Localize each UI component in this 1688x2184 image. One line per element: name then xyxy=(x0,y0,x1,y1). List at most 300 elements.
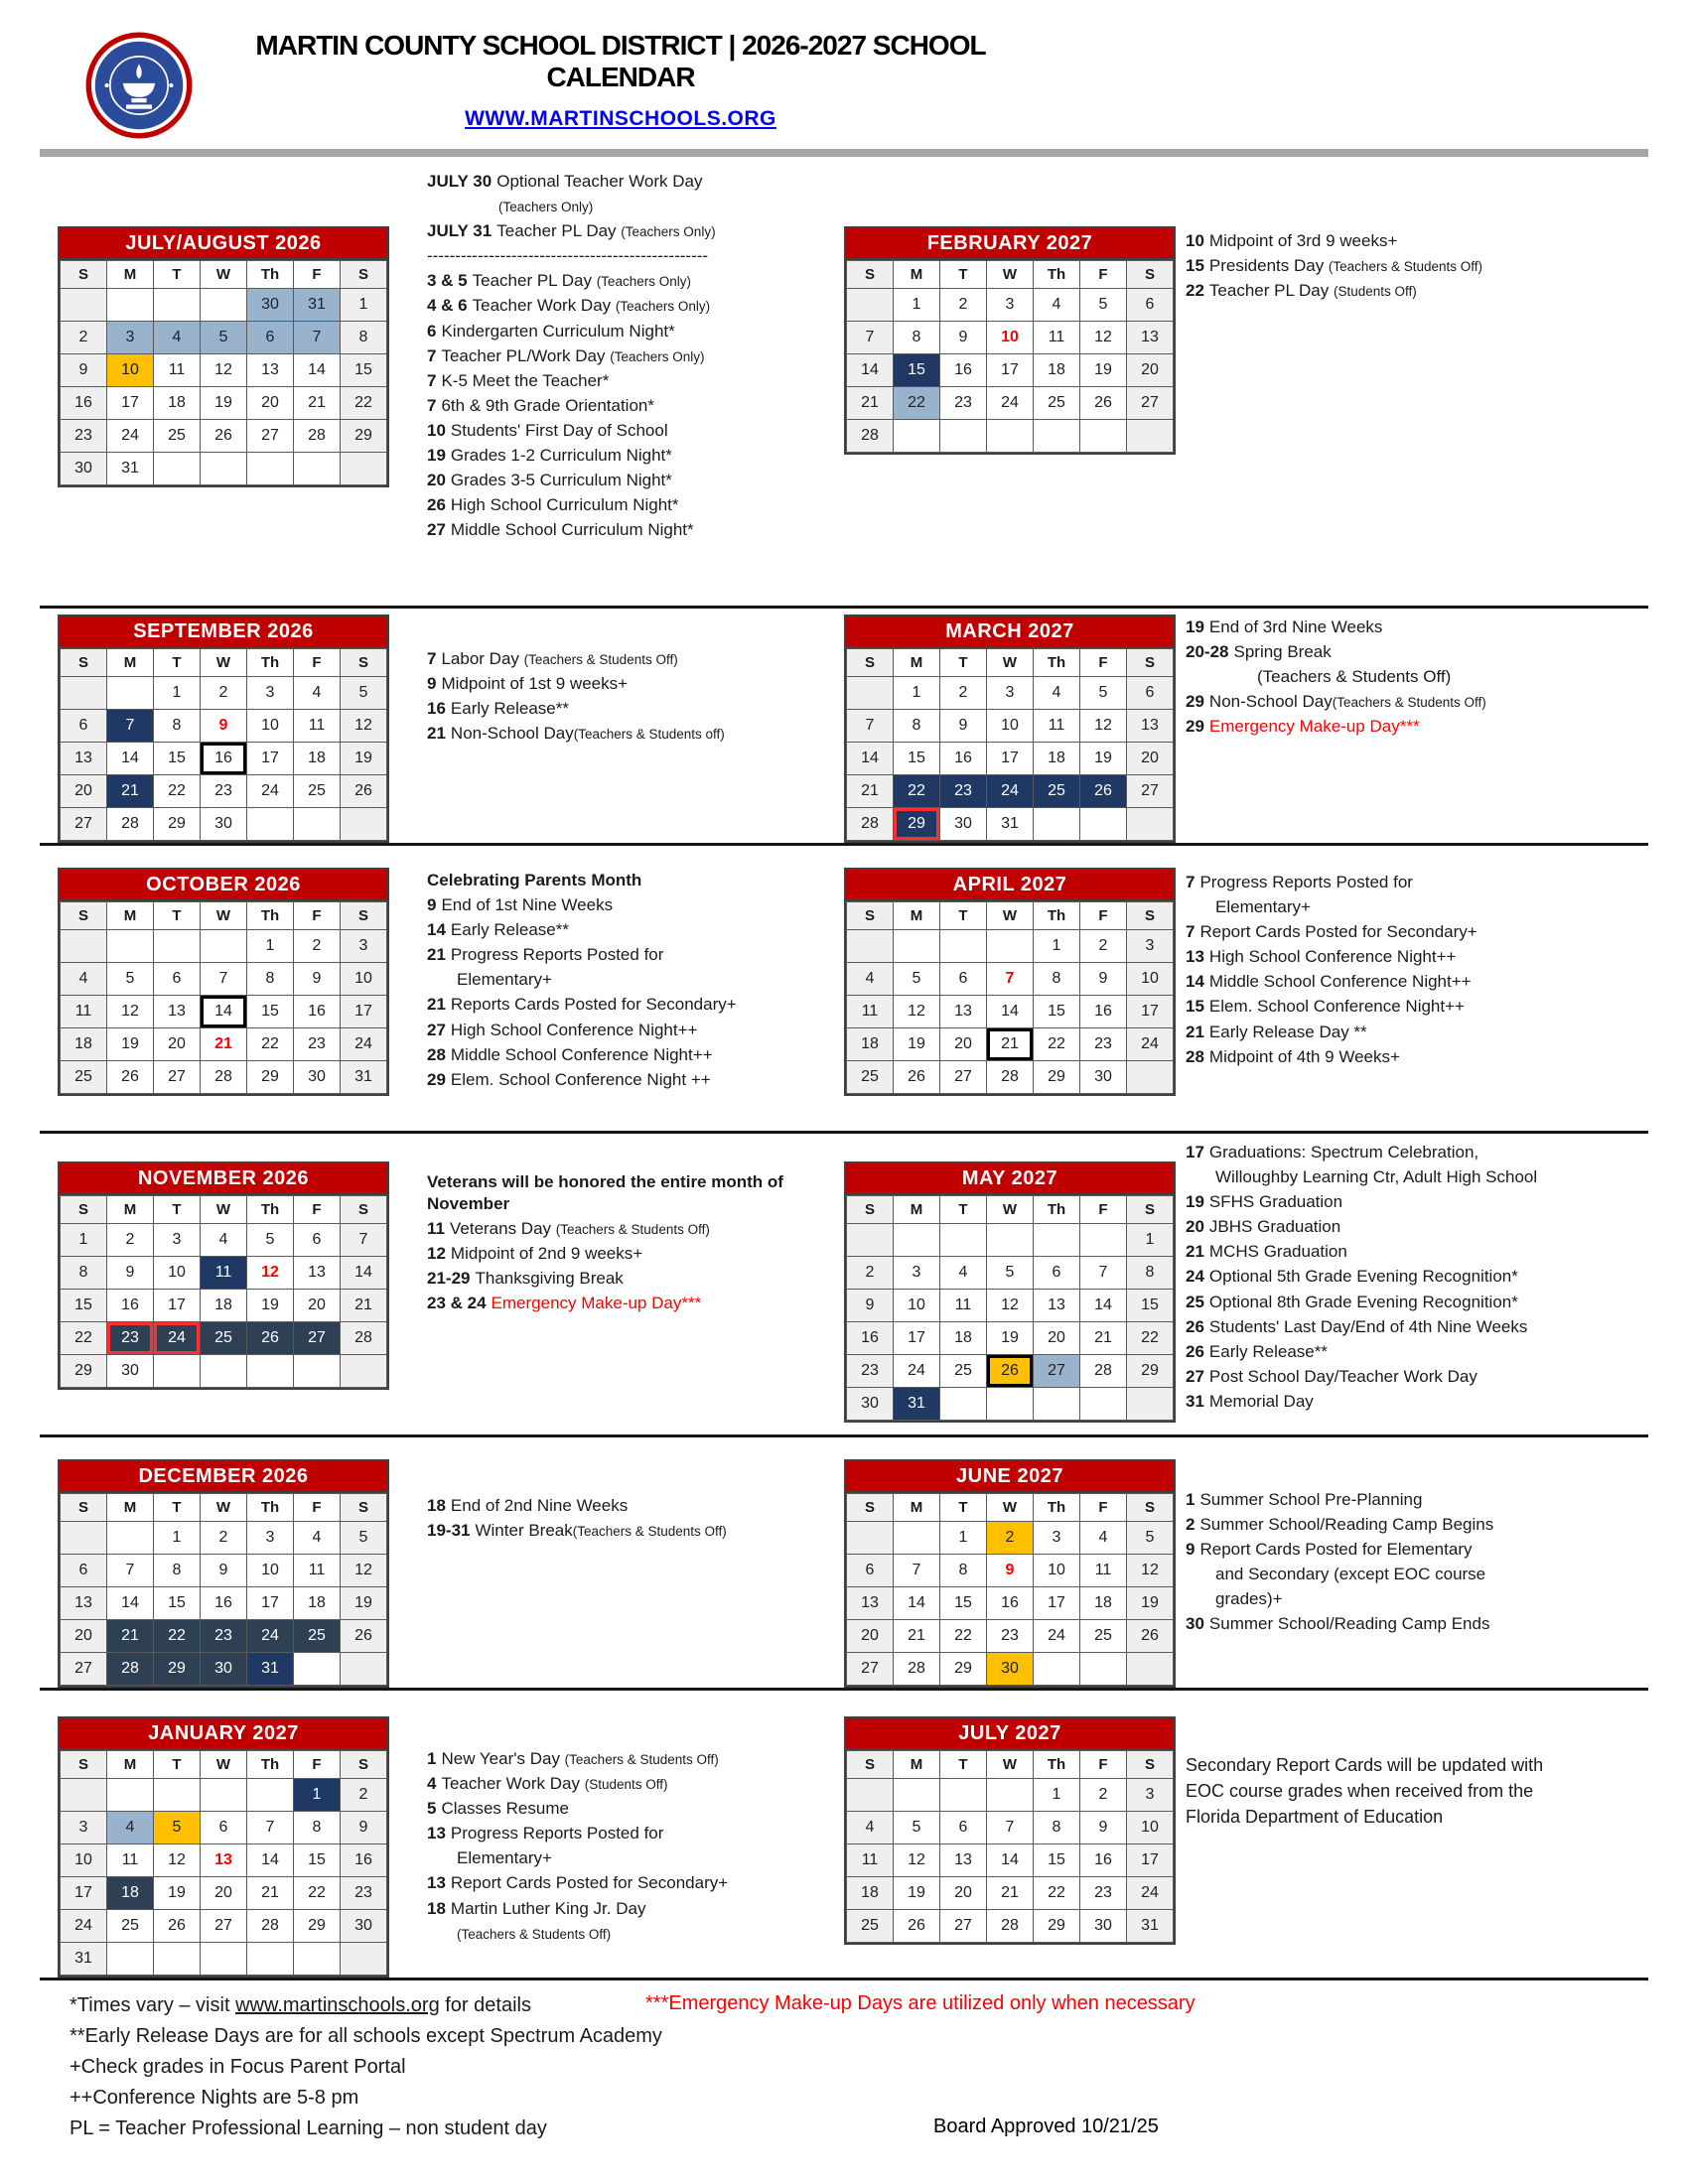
day-cell xyxy=(940,1779,987,1812)
day-cell xyxy=(154,1355,201,1388)
weekday-header: W xyxy=(201,1494,247,1522)
note-red-text: Emergency Make-up Day*** xyxy=(1208,717,1420,737)
month-notes-apr-2027 xyxy=(1172,872,1646,1071)
day-cell xyxy=(1127,1653,1174,1686)
day-cell xyxy=(847,1779,894,1812)
day-cell: 26 xyxy=(894,1061,940,1094)
note-line xyxy=(1186,1292,1642,1313)
month-notes-nov-2026 xyxy=(385,1171,844,1318)
day-cell: 13 xyxy=(1127,710,1174,743)
note-text: 7 xyxy=(427,649,437,668)
day-cell xyxy=(294,1653,341,1686)
weekday-row xyxy=(847,1196,1174,1224)
weekday-header: W xyxy=(987,1751,1034,1779)
note-text: (Teachers & Students Off) xyxy=(1257,667,1452,687)
weekday-header: F xyxy=(294,649,341,677)
note-line xyxy=(1186,946,1642,968)
month-calendar-jun-2027 xyxy=(844,1459,1176,1688)
week-row xyxy=(847,1910,1174,1943)
day-cell xyxy=(1080,420,1127,453)
day-cell: 19 xyxy=(341,1587,387,1620)
month-notes-mar-2027 xyxy=(1172,616,1646,741)
day-cell: 17 xyxy=(61,1877,107,1910)
day-cell: 11 xyxy=(1034,322,1080,354)
day-cell: 10 xyxy=(61,1844,107,1877)
note-line xyxy=(427,969,836,991)
weekday-header: T xyxy=(154,1751,201,1779)
day-cell: 7 xyxy=(247,1812,294,1844)
day-cell: 15 xyxy=(154,743,201,775)
day-cell: 28 xyxy=(107,808,154,841)
note-text: 27 xyxy=(427,1020,446,1039)
weekday-header: Th xyxy=(247,1751,294,1779)
day-cell: 18 xyxy=(107,1877,154,1910)
note-text: (Teachers & Students Off) xyxy=(523,652,678,667)
day-cell: 9 xyxy=(107,1257,154,1290)
day-cell: 16 xyxy=(847,1322,894,1355)
day-cell: 2 xyxy=(201,677,247,710)
day-cell: 12 xyxy=(341,710,387,743)
day-cell: 19 xyxy=(107,1028,154,1061)
month-title: SEPTEMBER 2026 xyxy=(60,616,387,648)
note-text: 21 xyxy=(427,945,446,965)
day-cell: 1 xyxy=(154,1522,201,1555)
day-cell: 3 xyxy=(107,322,154,354)
day-cell: 2 xyxy=(1080,1779,1127,1812)
note-text: (Teachers & Students Off) xyxy=(1328,259,1482,275)
note-text: 3 & 5 xyxy=(427,271,468,291)
note-line xyxy=(1186,1142,1642,1163)
day-cell: 10 xyxy=(987,710,1034,743)
day-cell xyxy=(1034,1388,1080,1421)
day-cell: 14 xyxy=(294,354,341,387)
day-cell: 20 xyxy=(940,1877,987,1910)
day-cell: 4 xyxy=(940,1257,987,1290)
day-cell xyxy=(1127,808,1174,841)
note-text: High School Conference Night++ xyxy=(1208,947,1457,967)
weekday-header: M xyxy=(107,1196,154,1224)
day-cell: 9 xyxy=(940,710,987,743)
day-cell: 21 xyxy=(294,387,341,420)
day-cell: 22 xyxy=(1034,1028,1080,1061)
day-cell: 21 xyxy=(201,1028,247,1061)
week-row xyxy=(61,1620,387,1653)
note-text: 10 xyxy=(427,420,446,440)
day-cell: 9 xyxy=(1080,1812,1127,1844)
footnote-text: **Early Release Days are for all schools except Spectrum Academy xyxy=(70,2025,662,2047)
note-text: 21 xyxy=(427,995,446,1015)
weekday-header: F xyxy=(294,902,341,930)
day-cell: 19 xyxy=(987,1322,1034,1355)
weekday-header: S xyxy=(341,261,387,289)
day-cell: 29 xyxy=(1127,1355,1174,1388)
day-cell: 12 xyxy=(247,1257,294,1290)
note-text: Teacher Work Day xyxy=(441,1774,585,1794)
note-red-text: Emergency Make-up Day*** xyxy=(491,1294,702,1313)
day-cell xyxy=(107,1522,154,1555)
day-cell: 19 xyxy=(1127,1587,1174,1620)
day-cell: 14 xyxy=(1080,1290,1127,1322)
day-cell: 29 xyxy=(61,1355,107,1388)
weekday-row xyxy=(847,261,1174,289)
month-grid xyxy=(846,648,1174,841)
week-row xyxy=(847,1388,1174,1421)
day-cell: 14 xyxy=(847,743,894,775)
day-cell: 4 xyxy=(847,1812,894,1844)
day-cell: 5 xyxy=(341,1522,387,1555)
note-text: Students' Last Day/End of 4th Nine Weeks xyxy=(1208,1316,1528,1336)
day-cell: 5 xyxy=(1080,289,1127,322)
weekday-header: F xyxy=(1080,1751,1127,1779)
day-cell: 10 xyxy=(154,1257,201,1290)
day-cell: 26 xyxy=(154,1910,201,1943)
day-cell: 7 xyxy=(847,322,894,354)
day-cell: 3 xyxy=(987,289,1034,322)
note-line xyxy=(427,370,836,392)
note-text: 15 xyxy=(1186,997,1204,1017)
day-cell: 20 xyxy=(247,387,294,420)
day-cell xyxy=(1034,808,1080,841)
note-text: Progress Reports Posted for xyxy=(450,945,664,965)
day-cell xyxy=(247,808,294,841)
day-cell: 30 xyxy=(294,1061,341,1094)
note-text: Progress Reports Posted for xyxy=(450,1824,664,1843)
note-line xyxy=(427,445,836,467)
note-text: Veterans Day xyxy=(449,1219,556,1239)
note-text: grades)+ xyxy=(1215,1589,1283,1609)
note-text: (Teachers Only) xyxy=(498,200,594,215)
day-cell: 19 xyxy=(154,1877,201,1910)
day-cell: 22 xyxy=(1127,1322,1174,1355)
week-row xyxy=(61,1061,387,1094)
note-text: 19 xyxy=(1186,617,1204,636)
note-text: 25 xyxy=(1186,1292,1204,1311)
week-row xyxy=(61,322,387,354)
footnote-text: +Check grades in Focus Parent Portal xyxy=(70,2056,406,2078)
note-text: 26 xyxy=(1186,1341,1204,1361)
day-cell: 22 xyxy=(154,775,201,808)
day-cell: 6 xyxy=(847,1555,894,1587)
month-grid xyxy=(60,1195,387,1388)
note-line xyxy=(1186,1564,1642,1585)
day-cell xyxy=(107,1779,154,1812)
day-cell: 15 xyxy=(154,1587,201,1620)
day-cell: 26 xyxy=(341,1620,387,1653)
note-text: Middle School Curriculum Night* xyxy=(450,520,694,540)
day-cell: 6 xyxy=(247,322,294,354)
month-calendar-may-2027 xyxy=(844,1161,1176,1423)
day-cell: 25 xyxy=(847,1910,894,1943)
note-text: 21 xyxy=(1186,1022,1204,1041)
note-text: Midpoint of 3rd 9 weeks+ xyxy=(1208,231,1398,250)
weekday-header: F xyxy=(1080,1196,1127,1224)
month-title: MARCH 2027 xyxy=(846,616,1174,648)
day-cell xyxy=(894,930,940,963)
day-cell xyxy=(154,289,201,322)
note-text: 20 xyxy=(1186,1217,1204,1237)
title-block xyxy=(189,30,1053,131)
weekday-header: F xyxy=(1080,1494,1127,1522)
week-row xyxy=(847,963,1174,996)
day-cell: 22 xyxy=(294,1877,341,1910)
note-text: (Teachers & Students Off) xyxy=(564,1752,719,1767)
header-divider xyxy=(40,149,1648,157)
day-cell: 22 xyxy=(247,1028,294,1061)
footnote-line xyxy=(70,2021,1648,2052)
day-cell: 29 xyxy=(1034,1061,1080,1094)
day-cell: 10 xyxy=(247,1555,294,1587)
day-cell: 10 xyxy=(1034,1555,1080,1587)
week-row xyxy=(847,387,1174,420)
month-grid xyxy=(846,901,1174,1094)
day-cell xyxy=(987,1224,1034,1257)
note-text: 29 xyxy=(427,1069,446,1089)
note-text: Midpoint of 4th 9 Weeks+ xyxy=(1208,1046,1400,1066)
day-cell: 29 xyxy=(154,808,201,841)
note-line xyxy=(1186,996,1642,1018)
website-link[interactable]: WWW.MARTINSCHOOLS.ORG xyxy=(465,107,776,130)
note-text: 12 xyxy=(427,1244,446,1264)
note-text: 28 xyxy=(427,1044,446,1064)
week-row xyxy=(61,354,387,387)
note-text: Optional 5th Grade Evening Recognition* xyxy=(1208,1267,1518,1287)
day-cell: 17 xyxy=(107,387,154,420)
month-grid xyxy=(846,260,1174,453)
day-cell: 26 xyxy=(247,1322,294,1355)
note-line xyxy=(427,1872,836,1894)
day-cell: 2 xyxy=(61,322,107,354)
week-row xyxy=(61,1587,387,1620)
weekday-header: S xyxy=(847,649,894,677)
day-cell: 21 xyxy=(341,1290,387,1322)
day-cell xyxy=(1127,1388,1174,1421)
day-cell: 6 xyxy=(294,1224,341,1257)
week-row xyxy=(847,1620,1174,1653)
footer-link[interactable]: www.martinschools.org xyxy=(235,1994,440,2016)
day-cell: 8 xyxy=(1034,963,1080,996)
month-title: JUNE 2027 xyxy=(846,1461,1174,1493)
weekday-header: F xyxy=(294,1196,341,1224)
note-line xyxy=(427,345,836,367)
weekday-header: T xyxy=(940,1494,987,1522)
day-cell: 8 xyxy=(154,710,201,743)
footnote-line xyxy=(70,2114,1648,2144)
note-text: SFHS Graduation xyxy=(1208,1192,1343,1212)
day-cell: 7 xyxy=(1080,1257,1127,1290)
note-text: 14 xyxy=(427,920,446,940)
day-cell xyxy=(341,1653,387,1686)
note-line xyxy=(1186,1613,1642,1635)
day-cell: 8 xyxy=(940,1555,987,1587)
day-cell: 23 xyxy=(847,1355,894,1388)
day-cell: 7 xyxy=(341,1224,387,1257)
weekday-header: T xyxy=(154,261,201,289)
weekday-row xyxy=(847,1494,1174,1522)
week-row xyxy=(847,420,1174,453)
note-line xyxy=(1186,1752,1553,1830)
note-text: Summer School Pre-Planning xyxy=(1199,1490,1423,1509)
day-cell: 29 xyxy=(154,1653,201,1686)
note-text: 7 xyxy=(1186,873,1196,891)
day-cell: 22 xyxy=(894,775,940,808)
day-cell: 27 xyxy=(154,1061,201,1094)
note-line xyxy=(427,196,836,217)
weekday-header: M xyxy=(107,1494,154,1522)
day-cell: 6 xyxy=(201,1812,247,1844)
day-cell: 1 xyxy=(341,289,387,322)
month-title: APRIL 2027 xyxy=(846,870,1174,901)
weekday-header: Th xyxy=(1034,1751,1080,1779)
day-cell: 5 xyxy=(987,1257,1034,1290)
day-cell: 4 xyxy=(294,1522,341,1555)
day-cell: 22 xyxy=(341,387,387,420)
header xyxy=(0,0,1688,149)
day-cell: 29 xyxy=(940,1653,987,1686)
day-cell xyxy=(1127,420,1174,453)
week-row xyxy=(847,289,1174,322)
weekday-header: W xyxy=(987,261,1034,289)
month-grid xyxy=(60,1493,387,1686)
day-cell: 30 xyxy=(987,1653,1034,1686)
note-line xyxy=(1186,1166,1642,1188)
day-cell: 8 xyxy=(894,322,940,354)
day-cell xyxy=(940,1224,987,1257)
footnote-text: PL = Teacher Professional Learning – non student day xyxy=(70,2117,547,2139)
day-cell xyxy=(201,289,247,322)
day-cell: 26 xyxy=(107,1061,154,1094)
day-cell: 1 xyxy=(1034,930,1080,963)
day-cell: 30 xyxy=(107,1355,154,1388)
day-cell: 5 xyxy=(894,963,940,996)
day-cell: 25 xyxy=(1034,775,1080,808)
day-cell: 10 xyxy=(1127,1812,1174,1844)
day-cell xyxy=(61,677,107,710)
day-cell: 27 xyxy=(247,420,294,453)
day-cell: 4 xyxy=(294,677,341,710)
day-cell: 9 xyxy=(847,1290,894,1322)
day-cell: 28 xyxy=(1080,1355,1127,1388)
day-cell: 28 xyxy=(294,420,341,453)
day-cell: 24 xyxy=(1127,1877,1174,1910)
note-line xyxy=(1186,641,1642,663)
note-text: Optional Teacher Work Day xyxy=(496,172,703,191)
day-cell xyxy=(1080,1224,1127,1257)
day-cell: 27 xyxy=(201,1910,247,1943)
weekday-header: W xyxy=(201,1196,247,1224)
note-line xyxy=(1186,1022,1642,1043)
note-text: 21 xyxy=(427,724,446,744)
day-cell xyxy=(894,1522,940,1555)
day-cell: 17 xyxy=(894,1322,940,1355)
weekday-header: W xyxy=(201,261,247,289)
day-cell: 18 xyxy=(61,1028,107,1061)
day-cell xyxy=(341,808,387,841)
note-text: 28 xyxy=(1186,1046,1204,1066)
day-cell xyxy=(987,420,1034,453)
week-row xyxy=(847,1224,1174,1257)
day-cell: 2 xyxy=(107,1224,154,1257)
day-cell: 27 xyxy=(61,1653,107,1686)
day-cell: 30 xyxy=(201,1653,247,1686)
day-cell: 25 xyxy=(1034,387,1080,420)
month-notes-feb-2027 xyxy=(1172,230,1646,305)
calendar-band-2 xyxy=(40,609,1648,846)
week-row xyxy=(847,1779,1174,1812)
note-line xyxy=(427,171,836,193)
day-cell: 9 xyxy=(987,1555,1034,1587)
day-cell: 13 xyxy=(61,743,107,775)
day-cell: 13 xyxy=(940,996,987,1028)
day-cell: 19 xyxy=(894,1877,940,1910)
note-line xyxy=(427,1069,836,1091)
day-cell: 23 xyxy=(294,1028,341,1061)
week-row xyxy=(847,1812,1174,1844)
day-cell: 5 xyxy=(1080,677,1127,710)
month-grid xyxy=(846,1750,1174,1943)
emergency-note: ***Emergency Make-up Days are utilized only when necessary xyxy=(645,1992,1196,2014)
day-cell: 23 xyxy=(201,1620,247,1653)
note-line xyxy=(1186,1588,1642,1610)
day-cell: 16 xyxy=(201,1587,247,1620)
note-text: Spring Break xyxy=(1233,642,1332,662)
week-row xyxy=(847,1322,1174,1355)
day-cell: 24 xyxy=(154,1322,201,1355)
note-text: 6th & 9th Grade Orientation* xyxy=(441,395,654,415)
note-line xyxy=(427,245,836,267)
month-notes-jul-aug-2026 xyxy=(385,171,844,544)
day-cell: 4 xyxy=(201,1224,247,1257)
day-cell: 25 xyxy=(107,1910,154,1943)
day-cell: 8 xyxy=(894,710,940,743)
day-cell: 15 xyxy=(61,1290,107,1322)
day-cell: 16 xyxy=(107,1290,154,1322)
note-text: 19 xyxy=(427,446,446,466)
note-text: Students' First Day of School xyxy=(450,420,668,440)
day-cell: 2 xyxy=(940,677,987,710)
day-cell: 14 xyxy=(894,1587,940,1620)
day-cell: 13 xyxy=(201,1844,247,1877)
note-text: 9 xyxy=(1186,1540,1196,1560)
day-cell: 10 xyxy=(247,710,294,743)
week-row xyxy=(61,963,387,996)
day-cell: 14 xyxy=(247,1844,294,1877)
note-text: 4 xyxy=(427,1774,437,1794)
day-cell xyxy=(940,930,987,963)
weekday-row xyxy=(61,1751,387,1779)
footnote-text: for details xyxy=(439,1994,531,2016)
day-cell: 18 xyxy=(1034,743,1080,775)
note-text: Optional 8th Grade Evening Recognition* xyxy=(1208,1292,1518,1311)
day-cell: 31 xyxy=(987,808,1034,841)
day-cell: 8 xyxy=(247,963,294,996)
day-cell: 13 xyxy=(1034,1290,1080,1322)
day-cell: 30 xyxy=(201,808,247,841)
note-line xyxy=(427,870,836,891)
note-text: Classes Resume xyxy=(441,1799,569,1819)
day-cell xyxy=(847,289,894,322)
note-text: 13 xyxy=(1186,947,1204,967)
weekday-header: S xyxy=(61,902,107,930)
note-text: (Students Off) xyxy=(584,1777,668,1793)
day-cell: 3 xyxy=(61,1812,107,1844)
day-cell xyxy=(940,1388,987,1421)
day-cell: 23 xyxy=(940,775,987,808)
day-cell: 12 xyxy=(1127,1555,1174,1587)
day-cell: 25 xyxy=(1080,1620,1127,1653)
weekday-header: M xyxy=(107,649,154,677)
day-cell xyxy=(987,930,1034,963)
note-text: Willoughby Learning Ctr, Adult High School xyxy=(1215,1167,1538,1187)
